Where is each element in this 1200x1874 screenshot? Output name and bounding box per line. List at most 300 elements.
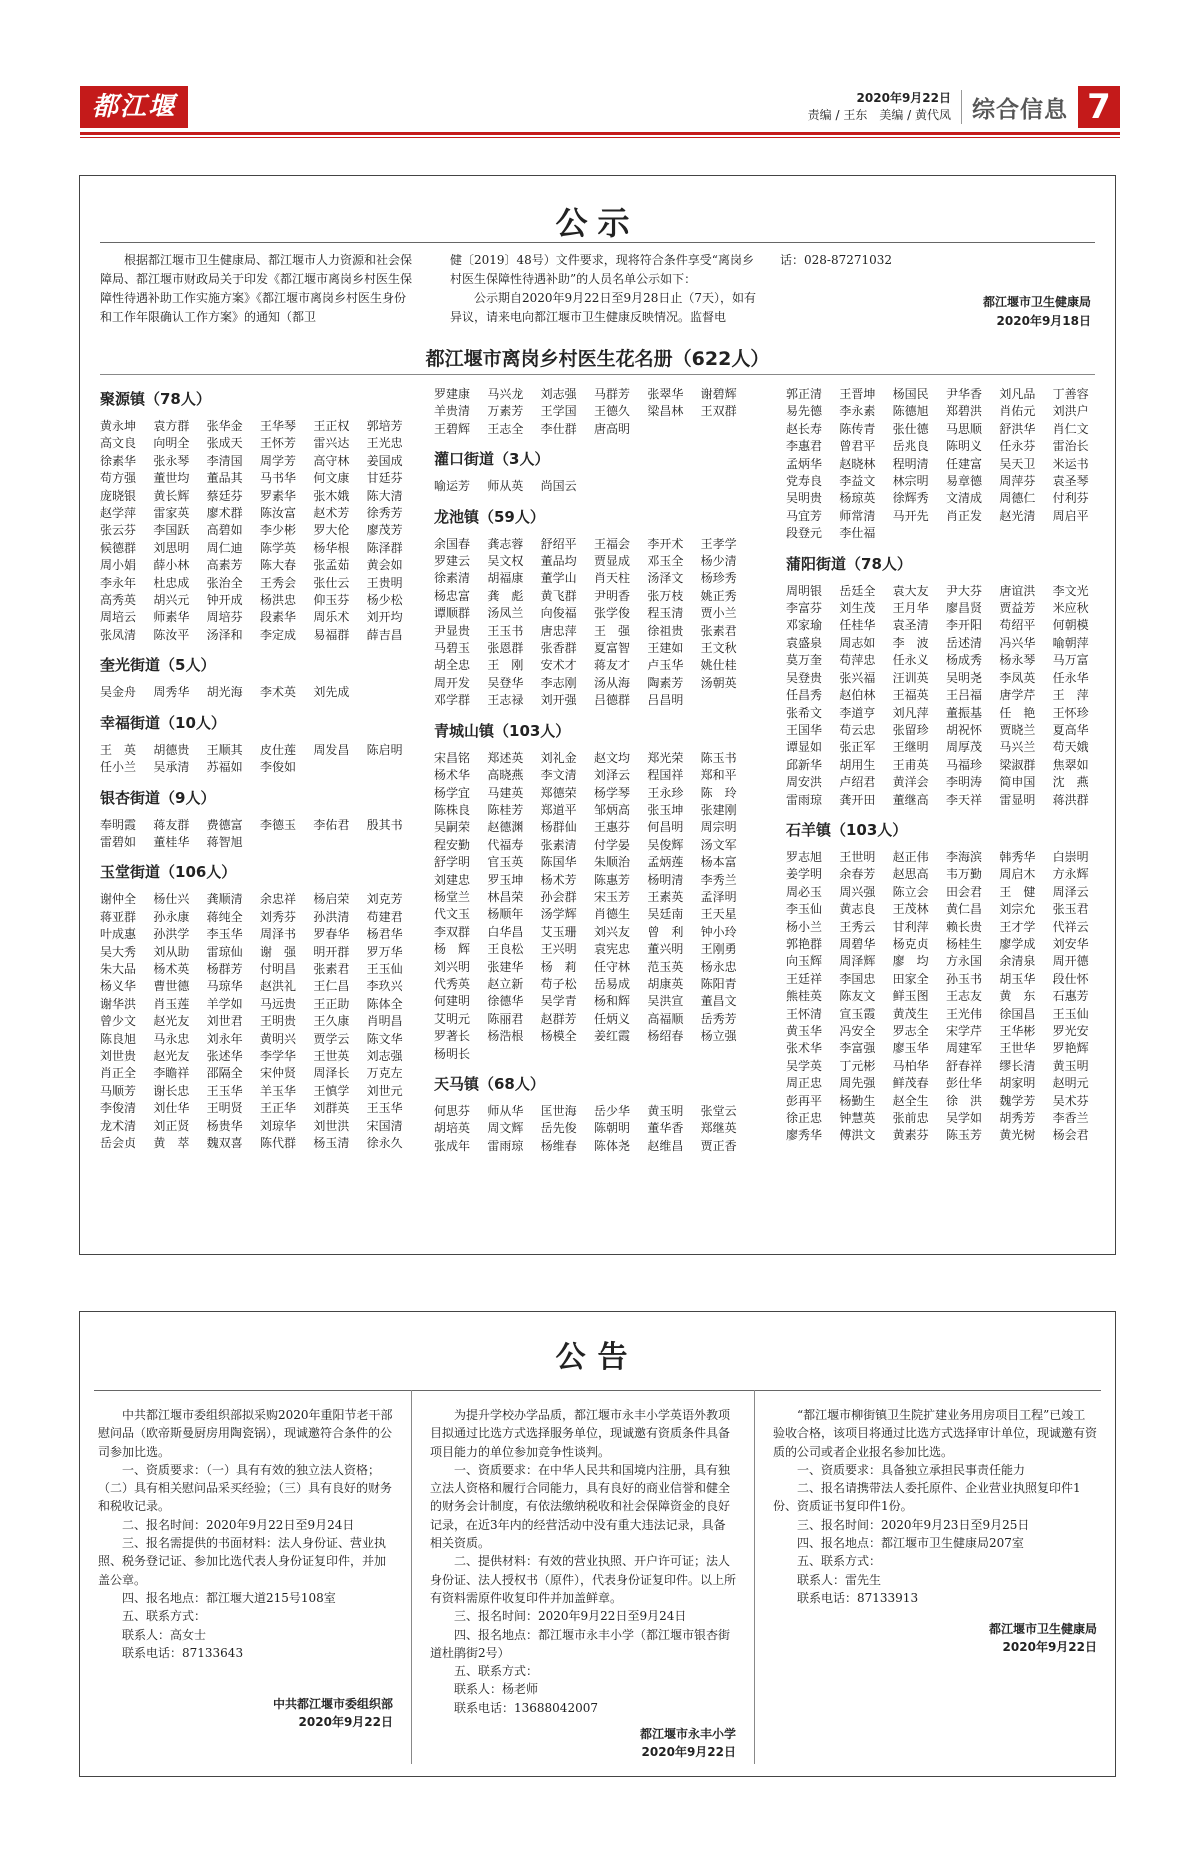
announcement-paragraph: 一、资质要求：在中华人民共和国境内注册，具有独立法人资格和履行合同能力，具有良好的商业信誉和健全的财务会计制度，有依法缴纳税收和社会保障资金的良好记录，在近3年内的经营活动中没有重大违法记录，具备相关资质。 (430, 1462, 731, 1551)
doctor-name: 杨立强 (700, 1029, 737, 1044)
doctor-name: 贾小兰 (700, 606, 737, 621)
doctor-name: 任永义 (892, 653, 929, 668)
doctor-name: 苟云忠 (839, 722, 876, 737)
doctor-name: 马兴龙 (487, 387, 524, 401)
doctor-name: 陈良旭 (100, 1031, 137, 1046)
town-section (434, 720, 754, 1063)
doctor-name: 米运书 (1052, 456, 1089, 471)
name-grid (100, 684, 420, 701)
doctor-name: 徐祖贵 (647, 623, 684, 638)
doctor-name: 王碧辉 (434, 421, 471, 436)
doctor-name: 谢长忠 (153, 1083, 190, 1098)
doctor-name: 张恩群 (487, 641, 524, 656)
doctor-name: 杨学宜 (434, 785, 471, 800)
doctor-name: 苟子松 (540, 976, 577, 991)
doctor-name: 喻运芳 (434, 479, 471, 494)
doctor-name: 徐正忠 (786, 1111, 823, 1126)
masthead (80, 84, 1120, 164)
doctor-name: 周培芬 (206, 610, 243, 625)
name-grid (100, 891, 420, 1152)
doctor-name: 王国华 (786, 722, 823, 737)
doctor-name: 肖佑元 (999, 404, 1036, 419)
announcement-paragraph: 二、提供材料：有效的营业执照、开户许可证；法人身份证、法人授权书（原件），代表身份证复印件。以上所有资料需原件收复印件并加盖鲜章。 (430, 1554, 737, 1605)
doctor-name: 方永辉 (1052, 867, 1089, 882)
doctor-name: 罗大伦 (313, 523, 350, 538)
intro-paragraph-2b: 公示期自2020年9月22日至9月28日止（7天），如有异议，请来电向都江堰市卫生健康反映情况。监督电 (450, 291, 756, 324)
doctor-name: 黄光树 (999, 1128, 1036, 1143)
announcement-paragraph: “都江堰市柳街镇卫生院扩建业务用房项目工程”已竣工验收合格，该项目将通过比选方式选择审计单位，现诚邀有资质的公司或者企业报名参加比选。 (773, 1408, 1098, 1459)
doctor-name: 杨玉清 (313, 1136, 350, 1150)
announcement-column-1 (80, 1390, 412, 1764)
doctor-name: 王光忠 (366, 436, 403, 451)
doctor-name: 罗著长 (434, 1029, 471, 1044)
doctor-name: 皮仕莲 (259, 742, 296, 757)
doctor-name: 张香群 (540, 641, 577, 656)
town-section (100, 712, 420, 777)
doctor-name: 王世华 (999, 1041, 1036, 1056)
doctor-name: 万克左 (366, 1066, 403, 1081)
announcement-column-3 (755, 1390, 1115, 1764)
doctor-name: 刘群英 (313, 1101, 350, 1116)
doctor-name: 周仁迪 (206, 540, 243, 555)
doctor-name: 黄玉明 (1052, 1058, 1089, 1073)
doctor-name: 杨术华 (434, 768, 471, 783)
doctor-name: 彭仕华 (945, 1076, 982, 1091)
doctor-name: 张木娥 (313, 488, 350, 503)
doctor-name: 肖仁文 (1052, 421, 1089, 436)
doctor-name: 刘先成 (313, 685, 350, 700)
doctor-name: 董昌文 (700, 994, 737, 1009)
doctor-name: 肖正发 (945, 508, 982, 523)
doctor-name: 张成年 (434, 1138, 471, 1153)
doctor-name: 陈阳青 (700, 976, 737, 991)
doctor-name: 王吕福 (945, 688, 982, 703)
doctor-name: 徐素华 (100, 453, 137, 468)
doctor-name: 李文光 (1052, 583, 1089, 598)
doctor-name: 刘开强 (540, 693, 577, 708)
doctor-name: 魏双喜 (206, 1136, 243, 1150)
doctor-name: 李玉仙 (786, 902, 823, 917)
doctor-name: 刘泽云 (593, 768, 630, 783)
doctor-name: 姚仕桂 (700, 658, 737, 673)
doctor-name: 罗光安 (1052, 1024, 1089, 1038)
doctor-name: 陈 玲 (700, 785, 737, 800)
doctor-name: 龙术清 (100, 1118, 137, 1133)
doctor-name: 罗志旭 (786, 849, 823, 864)
doctor-name: 王永珍 (647, 785, 684, 800)
doctor-name: 余忠祥 (259, 892, 296, 907)
doctor-name: 胡玉华 (999, 971, 1036, 986)
doctor-name: 陈汝平 (153, 627, 190, 642)
doctor-name: 罗建康 (434, 387, 471, 401)
doctor-name: 奉明霞 (100, 817, 137, 832)
doctor-name: 廖茂芳 (366, 523, 403, 538)
doctor-name: 孙洪清 (313, 909, 350, 924)
doctor-name: 杨义华 (100, 979, 137, 994)
doctor-name: 沈 燕 (1052, 775, 1089, 790)
doctor-name: 唐忠萍 (540, 623, 577, 638)
doctor-name: 尹大芬 (945, 583, 982, 598)
doctor-name: 李明涛 (945, 775, 982, 790)
doctor-name: 韩秀华 (999, 849, 1036, 864)
doctor-name: 董华香 (647, 1121, 684, 1136)
doctor-name: 匡世海 (540, 1104, 577, 1118)
doctor-name: 杨明长 (434, 1046, 471, 1061)
doctor-name: 师从华 (487, 1104, 524, 1118)
doctor-name: 薛吉昌 (366, 627, 403, 642)
doctor-name: 马思顺 (945, 421, 982, 436)
doctor-name: 彭再平 (786, 1093, 823, 1108)
doctor-name: 刘秀芬 (259, 909, 296, 924)
doctor-name: 羊学如 (206, 996, 243, 1011)
announcement-paragraph: 三、报名需提供的书面材料：法人身份证、营业执照、税务登记证、参加比选代表人身份证复印件，并加盖公章。 (98, 1536, 387, 1587)
doctor-name: 李仕福 (839, 526, 876, 541)
doctor-name: 官玉英 (487, 855, 524, 870)
doctor-name: 罗志全 (892, 1024, 929, 1038)
doctor-name: 岳会贞 (100, 1136, 137, 1150)
doctor-name: 王慎学 (313, 1083, 350, 1098)
doctor-name: 候德群 (100, 540, 137, 555)
doctor-name: 吴承清 (153, 760, 190, 775)
doctor-name: 黄玉明 (647, 1104, 684, 1118)
doctor-name: 叶成惠 (100, 927, 137, 942)
doctor-name: 刘建忠 (434, 872, 471, 887)
doctor-name: 廖昌贤 (945, 601, 982, 616)
doctor-name: 李清国 (206, 453, 243, 468)
doctor-name: 师从英 (487, 479, 524, 494)
doctor-name: 向明全 (153, 436, 190, 451)
doctor-name: 张素君 (700, 623, 737, 638)
doctor-name: 曹世德 (153, 979, 190, 994)
doctor-name: 刘正贤 (153, 1118, 190, 1133)
doctor-name: 杨模全 (540, 1029, 577, 1044)
doctor-name: 吕德群 (593, 693, 630, 708)
doctor-name: 汤文军 (700, 837, 737, 852)
announcement-paragraph: 一、资质要求：具备独立承担民事责任能力 (797, 1462, 1026, 1477)
doctor-name: 任建富 (945, 456, 982, 471)
name-grid (786, 583, 1106, 809)
doctor-name: 李香兰 (1052, 1111, 1089, 1126)
doctor-name: 王久康 (313, 1014, 350, 1029)
doctor-name: 代文玉 (434, 907, 471, 922)
doctor-name: 白崇明 (1052, 849, 1089, 864)
doctor-name: 王 健 (999, 884, 1036, 899)
announcement-paragraph: 为提升学校办学品质，都江堰市永丰小学英语外教项目拟通过比选方式选择服务单位，现诚邀有资质条件具备项目能力的单位参加竞争性谈判。 (430, 1408, 731, 1459)
doctor-name: 郑和平 (700, 768, 737, 783)
doctor-name: 王正助 (313, 996, 350, 1011)
announcement-paragraph: 一、资质要求：（一）具有有效的独立法人资格；（二）具有相关慰问品采买经验；（三）具有良好的财务和税收记录。 (98, 1462, 393, 1514)
doctor-name: 王刚勇 (700, 942, 737, 957)
doctor-name: 李仕群 (540, 421, 577, 436)
doctor-name: 王明贤 (206, 1101, 243, 1116)
doctor-name: 雷显明 (999, 792, 1036, 807)
doctor-name: 曾君平 (839, 439, 876, 454)
doctor-name: 陈立会 (892, 884, 929, 899)
doctor-name: 贾正香 (700, 1138, 737, 1153)
doctor-name: 张玉坤 (647, 802, 684, 817)
masthead-info (808, 84, 1120, 130)
doctor-name: 周小娟 (100, 558, 137, 573)
doctor-name: 杨明清 (647, 872, 684, 887)
intro-paragraph-1: 根据都江堰市卫生健康局、都江堰市人力资源和社会保障局、都江堰市财政局关于印发《都江堰市离岗乡村医生保障性待遇补助工作实施方案》《都江堰市离岗乡村医生身份和工作年限确认工作方案》的通知（都卫 (100, 253, 413, 324)
doctor-name: 李海滨 (945, 849, 982, 864)
doctor-name: 段登元 (786, 526, 823, 541)
doctor-name: 黄会如 (366, 558, 403, 573)
doctor-name: 尹明香 (593, 588, 630, 603)
doctor-name: 赵术芳 (313, 506, 350, 521)
doctor-name: 高文良 (100, 436, 137, 451)
doctor-name: 胡培英 (434, 1121, 471, 1136)
doctor-name: 孟泽明 (700, 889, 737, 904)
doctor-name: 吴天卫 (999, 456, 1036, 471)
doctor-name: 王 萍 (1052, 688, 1089, 703)
doctor-name: 谢仲全 (100, 892, 137, 907)
doctor-name: 胡祝怀 (945, 722, 982, 737)
doctor-name: 孙永康 (153, 909, 190, 924)
doctor-name: 石惠芳 (1052, 989, 1089, 1004)
doctor-name: 赵立新 (487, 976, 524, 991)
doctor-name: 王 强 (593, 623, 630, 638)
doctor-name: 周泽书 (259, 927, 296, 942)
doctor-name: 向玉辉 (786, 954, 823, 969)
doctor-name: 袁大友 (892, 583, 929, 598)
doctor-name: 宋学芹 (945, 1024, 982, 1038)
doctor-name: 郑继英 (700, 1121, 737, 1136)
doctor-name: 周文辉 (487, 1121, 524, 1136)
doctor-name: 王惠芬 (593, 820, 630, 835)
doctor-name: 刘世元 (366, 1083, 403, 1098)
name-grid (786, 849, 1106, 1145)
doctor-name: 张述华 (206, 1048, 243, 1063)
doctor-name: 吴学如 (945, 1111, 982, 1126)
doctor-name: 徐 洪 (945, 1093, 982, 1108)
announcement-paragraph: 四、报名地点：都江堰市卫生健康局207室 (797, 1536, 1024, 1551)
doctor-name: 黄仁昌 (945, 902, 982, 917)
doctor-name: 钟小玲 (700, 924, 737, 939)
doctor-name: 黄明兴 (259, 1031, 296, 1046)
editors-line: 责编 / 王东 美编 / 黄代凤 (807, 108, 951, 122)
doctor-name: 李永年 (100, 575, 137, 590)
doctor-name: 曾 利 (647, 924, 684, 939)
doctor-name: 王明贵 (259, 1014, 296, 1029)
doctor-name: 杜忠成 (153, 575, 190, 590)
doctor-name: 郭正清 (786, 387, 823, 401)
doctor-name: 岳廷全 (839, 583, 876, 598)
doctor-name: 熊桂英 (786, 989, 823, 1004)
doctor-name: 徐素清 (434, 571, 471, 586)
doctor-name: 易先德 (786, 404, 823, 419)
doctor-name: 王光伟 (945, 1006, 982, 1021)
doctor-name: 莫万奎 (786, 653, 823, 668)
doctor-name: 姚正秀 (700, 588, 737, 603)
doctor-name: 甘廷芬 (366, 471, 403, 486)
doctor-name: 赵伯林 (839, 688, 876, 703)
newspaper-logo: 都江堰报 (80, 86, 188, 128)
doctor-name: 李德玉 (259, 817, 296, 832)
doctor-name: 高守林 (313, 453, 350, 468)
town-heading: 蒲阳街道（78人） (786, 554, 912, 573)
doctor-name: 杨仕兴 (153, 892, 190, 907)
doctor-name: 唐谊洪 (999, 583, 1036, 598)
public-notice-title: 公示 (555, 204, 640, 242)
doctor-name: 苟天娥 (1052, 740, 1089, 755)
doctor-name: 王建如 (647, 641, 684, 656)
doctor-name: 张孟茹 (313, 558, 350, 573)
doctor-name: 张建华 (487, 959, 524, 974)
doctor-name: 杨学琴 (593, 785, 630, 800)
doctor-name: 罗建云 (434, 554, 471, 569)
doctor-name: 王学国 (540, 404, 577, 419)
doctor-name: 张正军 (839, 740, 876, 755)
doctor-name: 缪长清 (999, 1058, 1036, 1073)
signature-org: 都江堰市卫生健康局 (988, 1622, 1097, 1636)
doctor-name: 陈大春 (259, 558, 296, 573)
doctor-name: 李术英 (259, 685, 296, 700)
doctor-name: 李志刚 (540, 675, 577, 690)
doctor-name: 杨术芳 (540, 872, 577, 887)
doctor-name: 杨国民 (892, 387, 929, 401)
doctor-name: 马宜芳 (786, 508, 823, 523)
doctor-name: 周兴强 (839, 884, 876, 899)
doctor-name: 黄永坤 (100, 419, 137, 433)
town-section (434, 506, 754, 710)
doctor-name: 郑光荣 (647, 750, 684, 765)
doctor-name: 廖玉华 (892, 1041, 929, 1056)
doctor-name: 董学山 (540, 571, 577, 586)
doctor-name: 张素清 (540, 837, 577, 852)
doctor-name: 陈体全 (366, 996, 403, 1011)
doctor-name: 徐永久 (366, 1136, 403, 1150)
doctor-name: 李玉华 (206, 927, 243, 942)
town-section (100, 654, 420, 701)
doctor-name: 赵维昌 (647, 1138, 684, 1153)
doctor-name: 马建英 (487, 785, 524, 800)
doctor-name: 羊玉华 (259, 1083, 296, 1098)
doctor-name: 岳少华 (593, 1104, 630, 1118)
doctor-name: 周明银 (786, 583, 823, 598)
doctor-name: 赵光友 (153, 1048, 190, 1063)
doctor-name: 徐德华 (487, 994, 524, 1009)
doctor-name: 刘凡品 (999, 387, 1036, 401)
page-number: 7 (1078, 86, 1120, 128)
doctor-name: 赵德渊 (487, 820, 524, 835)
announcement-paragraph: 联系人：高女士 (122, 1627, 207, 1642)
doctor-name: 王福会 (593, 536, 630, 551)
doctor-name: 陈大清 (366, 488, 403, 503)
doctor-name: 马柏华 (892, 1058, 929, 1073)
roster-column-right (786, 386, 1106, 1155)
doctor-name: 刘从助 (153, 944, 190, 959)
doctor-name: 代福寿 (487, 837, 524, 852)
doctor-name: 刘世贵 (100, 1048, 137, 1063)
town-section (786, 553, 1106, 809)
doctor-name: 周学芳 (259, 453, 296, 468)
doctor-name: 龚志蓉 (487, 536, 524, 551)
masthead-rule (80, 132, 1120, 135)
doctor-name: 岳秀芳 (700, 1011, 737, 1026)
doctor-name: 余清泉 (999, 954, 1036, 969)
doctor-name: 张华金 (206, 419, 243, 433)
doctor-name: 程明清 (892, 456, 929, 471)
doctor-name: 杨贵华 (206, 1118, 243, 1133)
doctor-name: 艾明元 (434, 1011, 471, 1026)
doctor-name: 姜国成 (366, 453, 403, 468)
doctor-name: 贾晓兰 (999, 722, 1036, 737)
town-heading: 玉堂街道（106人） (100, 863, 237, 882)
doctor-name: 张建刚 (700, 802, 737, 817)
doctor-name: 王晋坤 (839, 387, 876, 401)
doctor-name: 王玉华 (366, 1101, 403, 1116)
doctor-name: 马书华 (259, 471, 296, 486)
doctor-name: 黄飞群 (540, 588, 577, 603)
doctor-name: 郭培芳 (366, 419, 403, 433)
doctor-name: 周泽长 (313, 1066, 350, 1081)
doctor-name: 周厚茂 (945, 740, 982, 755)
doctor-name: 杨和辉 (593, 994, 630, 1009)
doctor-name: 杨珍秀 (700, 571, 737, 586)
doctor-name: 殷其书 (366, 817, 403, 832)
announcement-box (79, 1311, 1116, 1777)
doctor-name: 冯兴华 (999, 635, 1036, 650)
doctor-name: 周建军 (945, 1041, 982, 1056)
doctor-name: 林昌荣 (487, 889, 524, 904)
doctor-name: 贾益芳 (999, 601, 1036, 616)
doctor-name: 邱新华 (786, 757, 823, 772)
doctor-name: 李永素 (839, 404, 876, 419)
doctor-name: 廖学成 (999, 936, 1036, 951)
doctor-name: 吴明尧 (945, 670, 982, 685)
doctor-name: 王正华 (259, 1101, 296, 1116)
doctor-name: 邵隔全 (206, 1066, 243, 1081)
doctor-name: 徐辉秀 (892, 491, 929, 506)
doctor-name: 杨洪忠 (259, 593, 296, 608)
doctor-name: 周先强 (839, 1076, 876, 1091)
doctor-name: 陈体尧 (593, 1138, 630, 1153)
doctor-name: 赵思高 (892, 867, 929, 882)
doctor-name: 陈国华 (540, 855, 577, 870)
doctor-name: 李定成 (259, 627, 296, 642)
doctor-name: 苟绍平 (999, 618, 1036, 633)
doctor-name: 龚顺清 (206, 892, 243, 907)
doctor-name: 任小兰 (100, 760, 137, 775)
doctor-name: 吴洪宣 (647, 994, 684, 1009)
doctor-name: 周正忠 (786, 1076, 823, 1091)
doctor-name: 赵文均 (593, 750, 630, 765)
doctor-name: 董品其 (206, 471, 243, 486)
doctor-name: 杨琼英 (839, 491, 876, 506)
announcement-signature (640, 1725, 736, 1761)
doctor-name: 党寿良 (786, 474, 823, 489)
doctor-name: 胡家明 (999, 1076, 1036, 1091)
doctor-name: 李玖兴 (366, 979, 403, 994)
doctor-name: 郭艳群 (786, 936, 823, 951)
doctor-name: 赖长贵 (945, 919, 982, 934)
doctor-name: 焦翠如 (1052, 757, 1089, 772)
doctor-name: 杨忠富 (434, 588, 471, 603)
doctor-name: 杨群仙 (540, 820, 577, 835)
doctor-name: 李国跃 (153, 523, 190, 538)
doctor-name: 周培云 (100, 610, 137, 625)
announcement-paragraph: 五、联系方式： (454, 1664, 539, 1679)
doctor-name: 肖天柱 (593, 571, 630, 586)
doctor-name: 黄 东 (999, 989, 1036, 1004)
doctor-name: 王天星 (700, 907, 737, 922)
doctor-name: 任昌秀 (786, 688, 823, 703)
doctor-name: 舒洪华 (999, 421, 1036, 436)
doctor-name: 范玉英 (647, 959, 684, 974)
doctor-name: 王志全 (487, 421, 524, 436)
doctor-name: 龚开田 (839, 792, 876, 807)
